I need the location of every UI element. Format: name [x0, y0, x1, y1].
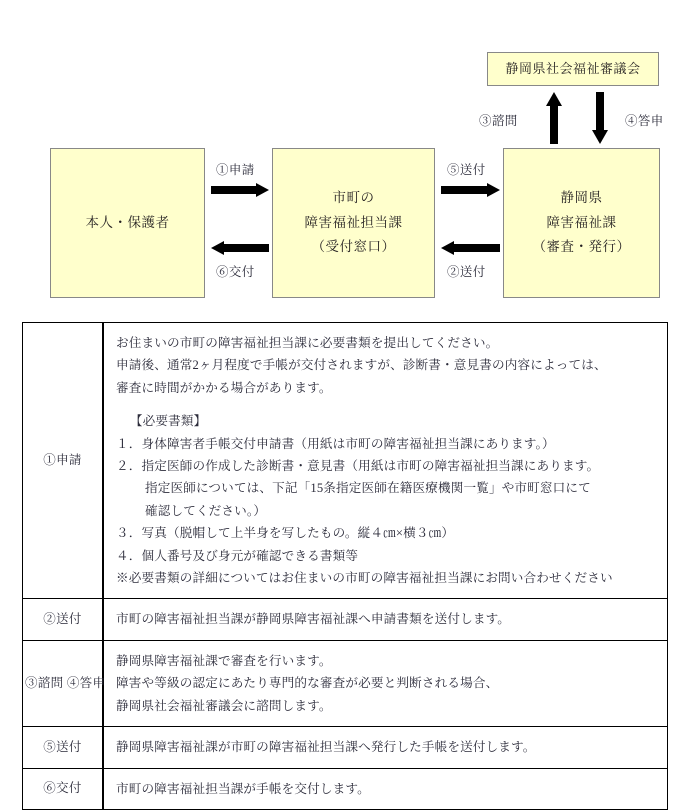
arrow-up-step3-inquiry [546, 92, 562, 144]
flow-node-city-welfare-division [272, 148, 435, 298]
arrow-shaft [224, 244, 269, 252]
flow-node-council-line-1: 静岡県社会福祉審議会 [505, 60, 641, 76]
body-line: 障害や等級の認定にあたり専門的な審査が必要と判断される場合、 [116, 676, 499, 691]
body-line: 指定医師については、下記「15条指定医師在籍医療機関一覧」や市町窓口にて [144, 481, 591, 496]
arrow-head [441, 241, 454, 255]
flow-node-prefecture-line-3: （審査・発行） [532, 239, 631, 255]
body-line: １．身体障害者手帳交付申請書（用紙は市町の障害福祉担当課にあります。） [116, 436, 555, 451]
body-line: 【必要書類】 [129, 414, 207, 429]
arrow-shaft [550, 105, 558, 144]
body-line: 市町の障害福祉担当課が静岡県障害福祉課へ申請書類を送付します。 [116, 612, 511, 627]
arrow-shaft [454, 244, 500, 252]
table-row-body-step2 [103, 599, 668, 640]
body-line: 静岡県社会福祉審議会に諮問します。 [116, 698, 332, 713]
body-line: ※必要書類の詳細についてはお住まいの市町の障害福祉担当課にお問い合わせください [116, 571, 613, 586]
arrow-label-step2: ②送付 [447, 265, 486, 279]
arrow-label-step6: ⑥交付 [216, 265, 255, 279]
table-row-label-step5: ⑤送付 [23, 727, 104, 768]
table-row-body-step1 [103, 323, 668, 599]
body-line: 市町の障害福祉担当課が手帳を交付します。 [116, 781, 370, 796]
arrow-head [592, 130, 608, 144]
table-row-label-step2: ②送付 [23, 599, 104, 640]
table-row-label-step1: ①申請 [23, 323, 104, 599]
arrow-left-step6-issuance [211, 241, 269, 255]
arrow-head [256, 183, 269, 197]
table-row-body-step3-4 [103, 640, 668, 726]
process-flow-diagram [0, 0, 690, 320]
flow-node-city-line-3: （受付窓口） [311, 239, 396, 255]
flow-node-city-line-1: 市町の [332, 189, 375, 205]
body-line: 静岡県障害福祉課で審査を行います。 [116, 653, 332, 668]
arrow-label-step4: ④答申 [625, 114, 664, 128]
flow-node-prefectural-welfare-division [503, 148, 660, 298]
flow-node-prefecture-line-1: 静岡県 [560, 189, 603, 205]
body-line: 確認してください。） [144, 503, 267, 518]
table-row [23, 768, 668, 809]
body-line: 申請後、通常2ヶ月程度で手帳が交付されますが、診断書・意見書の内容によっては、 [116, 358, 607, 373]
body-line: お住まいの市町の障害福祉担当課に必要書類を提出してください。 [116, 336, 499, 350]
arrow-head [211, 241, 224, 255]
flow-node-applicant-guardian [50, 148, 205, 298]
body-line: ３．写真（脱帽して上半身を写したもの。縦４㎝×横３㎝） [116, 526, 455, 541]
table-row-body-step6 [103, 768, 668, 809]
table-row [23, 727, 668, 768]
table-row-label-step3-4 [23, 640, 104, 726]
arrow-label-step3: ③諮問 [479, 114, 518, 128]
arrow-label-step5: ⑤送付 [447, 163, 486, 177]
table-row-body-step5 [103, 727, 668, 768]
table-row [23, 640, 668, 726]
arrow-head [546, 92, 562, 106]
arrow-left-step2-dispatch [441, 241, 500, 255]
arrow-right-step5-dispatch [441, 183, 500, 197]
arrow-shaft [596, 92, 604, 131]
body-line: ２．指定医師の作成した診断書・意見書（用紙は市町の障害福祉担当課にあります。 [116, 459, 600, 474]
flow-node-prefectural-welfare-council [487, 52, 659, 86]
arrow-down-step4-report [592, 92, 608, 144]
table-row [23, 599, 668, 640]
table-row [23, 323, 668, 599]
label-line-step3: ③諮問 [25, 675, 64, 690]
flow-node-city-line-2: 障害福祉担当課 [304, 214, 403, 230]
body-line: 静岡県障害福祉課が市町の障害福祉担当課へ発行した手帳を送付します。 [116, 740, 536, 755]
body-spacer [116, 399, 657, 410]
arrow-label-step1: ①申請 [216, 163, 255, 177]
arrow-head [487, 183, 500, 197]
flow-node-person-line-1: 本人・保護者 [85, 214, 170, 230]
arrow-right-step1-application [211, 183, 269, 197]
arrow-shaft [441, 186, 487, 194]
process-detail-table [22, 322, 668, 810]
arrow-shaft [211, 186, 256, 194]
body-line: 審査に時間がかかる場合があります。 [116, 380, 332, 395]
body-line: ４．個人番号及び身元が確認できる書類等 [116, 548, 359, 563]
label-line-step4: ④答申 [66, 675, 106, 690]
flow-node-prefecture-line-2: 障害福祉課 [546, 214, 617, 230]
table-row-label-step6: ⑥交付 [23, 768, 104, 809]
